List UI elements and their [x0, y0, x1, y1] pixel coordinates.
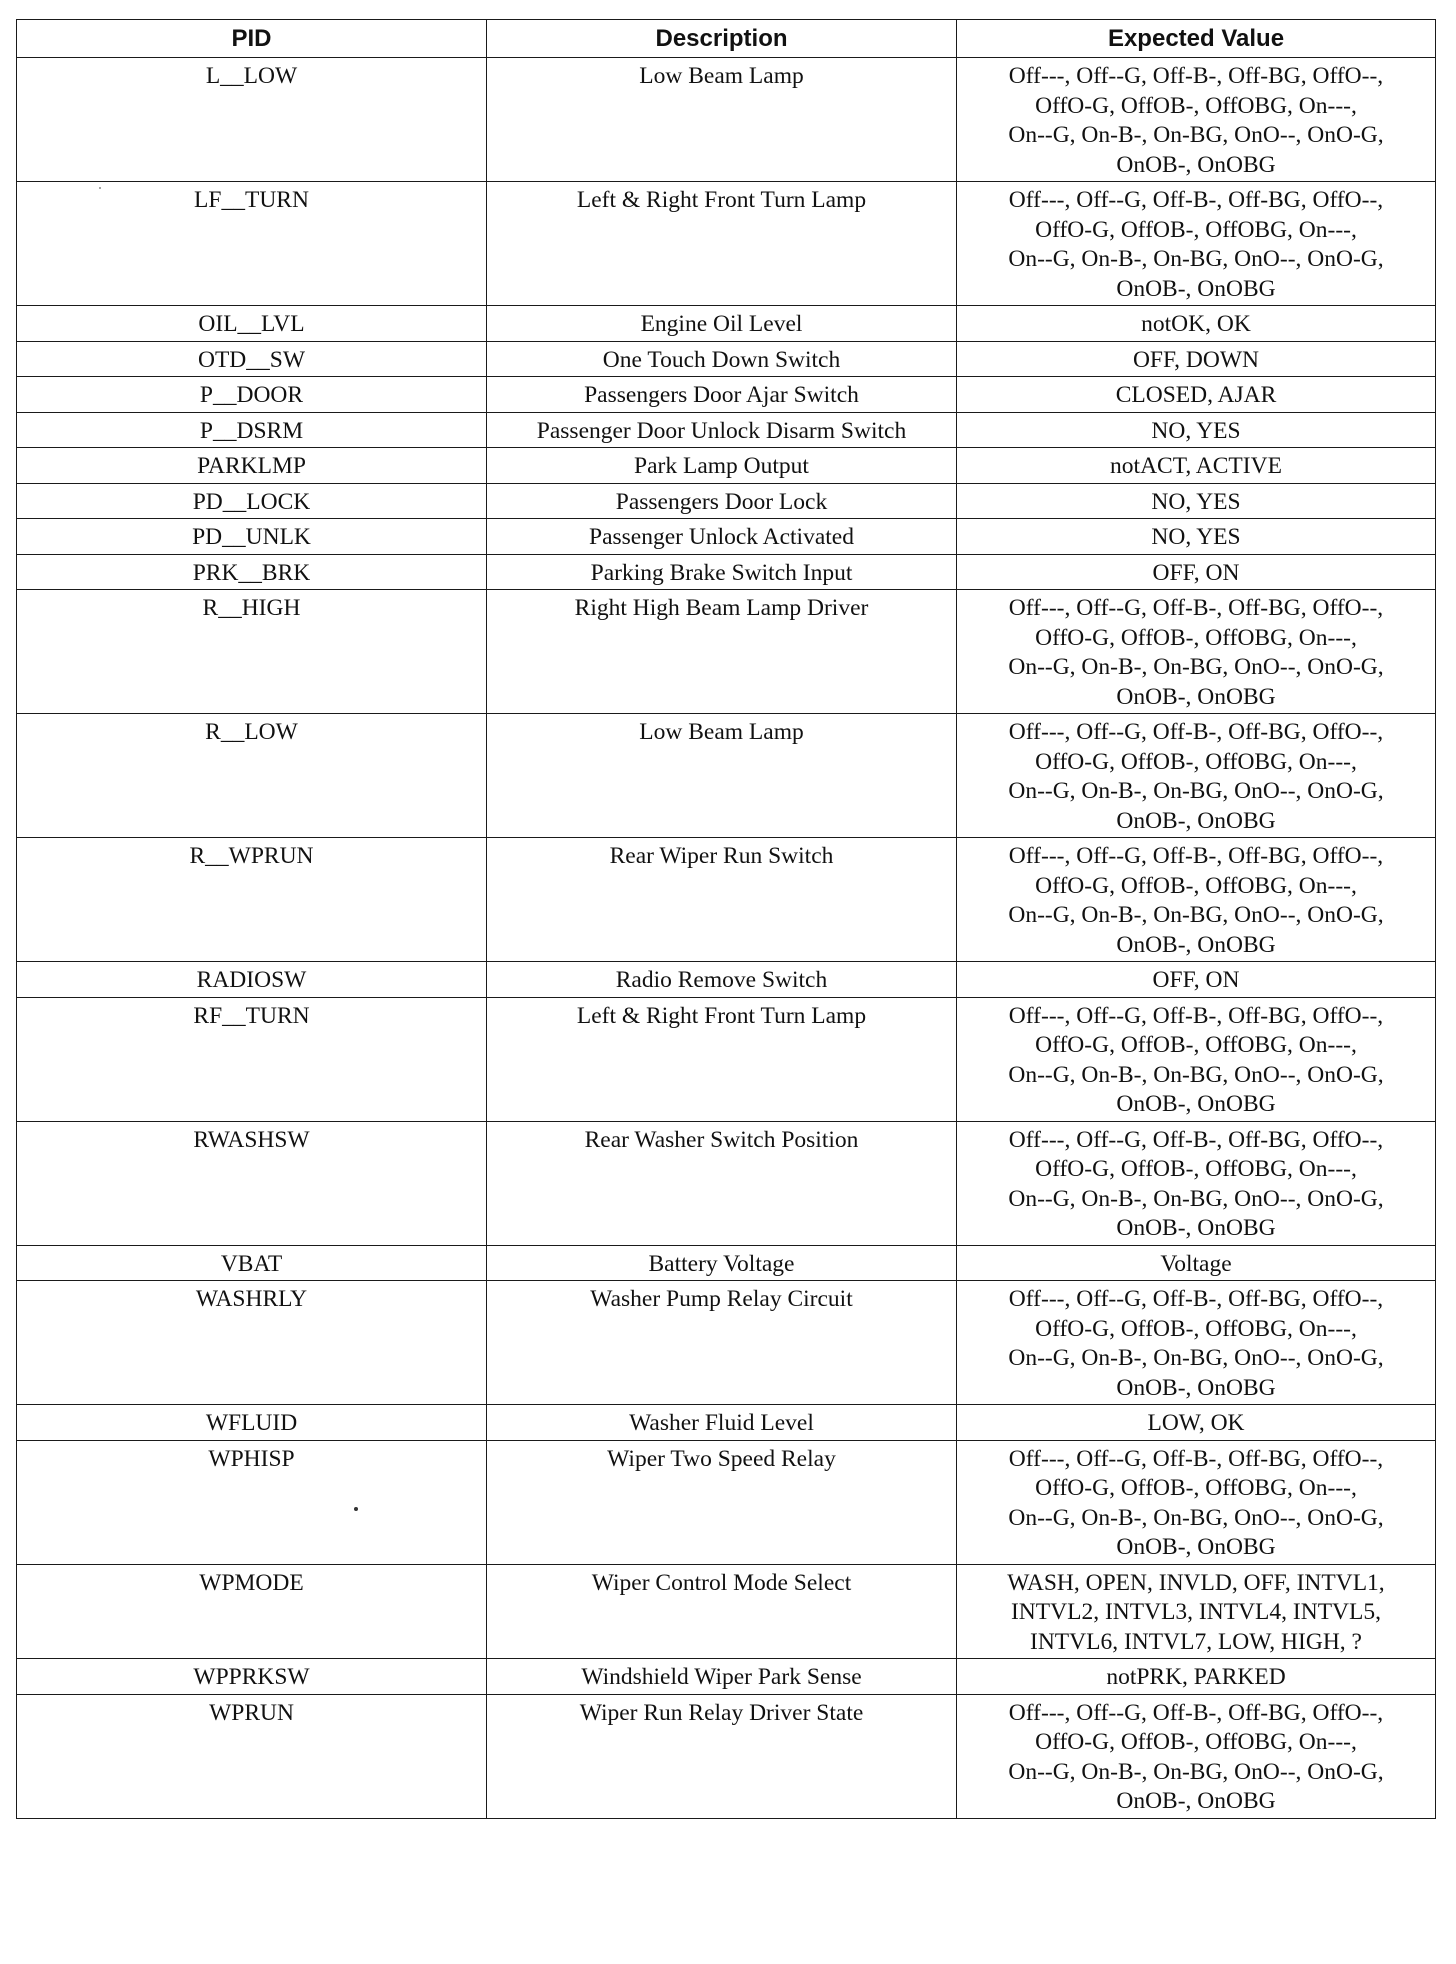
table-row: [17, 1121, 1436, 1245]
expected-value-line: Off---, Off--G, Off-B-, Off-BG, OffO--,: [1008, 1445, 1384, 1472]
expected-value-line: On--G, On-B-, On-BG, OnO--, OnO-G,: [1008, 778, 1384, 804]
table-row: [17, 997, 1436, 1121]
cell-description: Left & Right Front Turn Lamp: [487, 997, 957, 1121]
cell-pid: WPRUN: [17, 1694, 487, 1818]
cell-pid: PARKLMP: [17, 448, 487, 484]
cell-expected-value: [957, 412, 1436, 448]
cell-description: Passengers Door Lock: [487, 483, 957, 519]
cell-expected-value: [957, 1405, 1436, 1441]
cell-pid: R__HIGH: [17, 590, 487, 714]
pid-table: [16, 19, 1436, 1819]
table-row: [17, 341, 1436, 377]
expected-value-line: On--G, On-B-, On-BG, OnO--, OnO-G,: [1008, 246, 1384, 272]
expected-value-line: OnOB-, OnOBG: [1116, 1215, 1276, 1241]
expected-value-line: Off---, Off--G, Off-B-, Off-BG, OffO--,: [1008, 1699, 1384, 1726]
cell-expected-value: [957, 377, 1436, 413]
scan-speck: [354, 1507, 358, 1511]
cell-expected-value: [957, 1564, 1436, 1659]
cell-description: Wiper Two Speed Relay: [487, 1440, 957, 1564]
expected-value-line: On--G, On-B-, On-BG, OnO--, OnO-G,: [1008, 1185, 1384, 1212]
cell-pid: RADIOSW: [17, 962, 487, 998]
cell-description: Passenger Door Unlock Disarm Switch: [487, 412, 957, 448]
table-row: [17, 1281, 1436, 1405]
expected-value-line: Off---, Off--G, Off-B-, Off-BG, OffO--,: [1008, 719, 1384, 745]
expected-value-line: OnOB-, OnOBG: [1116, 807, 1276, 834]
cell-description: Rear Washer Switch Position: [487, 1121, 957, 1245]
cell-expected-value: [957, 341, 1436, 377]
cell-pid: WPPRKSW: [17, 1659, 487, 1695]
expected-value-line: OnOB-, OnOBG: [1116, 1788, 1276, 1814]
table-row: [17, 377, 1436, 413]
expected-value-line: OffO-G, OffOB-, OffOBG, On---,: [1035, 1156, 1357, 1182]
cell-expected-value: [957, 58, 1436, 182]
cell-pid: WPMODE: [17, 1564, 487, 1659]
cell-expected-value: [957, 1694, 1436, 1818]
cell-description: Left & Right Front Turn Lamp: [487, 182, 957, 306]
table-row: [17, 1659, 1436, 1695]
cell-description: One Touch Down Switch: [487, 341, 957, 377]
expected-value-line: OffO-G, OffOB-, OffOBG, On---,: [1035, 1315, 1357, 1342]
cell-pid: PRK__BRK: [17, 554, 487, 590]
expected-value-line: OFF, ON: [1152, 559, 1240, 586]
cell-pid: PD__LOCK: [17, 483, 487, 519]
expected-value-line: Off---, Off--G, Off-B-, Off-BG, OffO--,: [1008, 187, 1384, 213]
cell-expected-value: [957, 838, 1436, 962]
expected-value-line: OffO-G, OffOB-, OffOBG, On---,: [1035, 1729, 1357, 1755]
expected-value-line: On--G, On-B-, On-BG, OnO--, OnO-G,: [1008, 1345, 1384, 1371]
expected-value-line: OnOB-, OnOBG: [1116, 931, 1276, 958]
table-row: [17, 448, 1436, 484]
table-row: [17, 306, 1436, 342]
cell-description: Radio Remove Switch: [487, 962, 957, 998]
cell-description: Right High Beam Lamp Driver: [487, 590, 957, 714]
cell-pid: WPHISP: [17, 1440, 487, 1564]
table-row: [17, 58, 1436, 182]
table-row: [17, 554, 1436, 590]
table-row: [17, 1564, 1436, 1659]
table-row: [17, 182, 1436, 306]
expected-value-line: On--G, On-B-, On-BG, OnO--, OnO-G,: [1008, 1758, 1384, 1785]
table-row: [17, 1405, 1436, 1441]
expected-value-line: OffO-G, OffOB-, OffOBG, On---,: [1035, 216, 1357, 243]
expected-value-line: notOK, OK: [1141, 311, 1251, 337]
cell-pid: PD__UNLK: [17, 519, 487, 555]
header-description: Description: [487, 20, 957, 58]
cell-pid: OTD__SW: [17, 341, 487, 377]
cell-expected-value: [957, 997, 1436, 1121]
expected-value-line: OffO-G, OffOB-, OffOBG, On---,: [1035, 1032, 1357, 1058]
expected-value-line: On--G, On-B-, On-BG, OnO--, OnO-G,: [1008, 902, 1384, 928]
expected-value-line: notPRK, PARKED: [1106, 1664, 1286, 1690]
cell-description: Washer Pump Relay Circuit: [487, 1281, 957, 1405]
table-row: [17, 483, 1436, 519]
cell-pid: R__LOW: [17, 714, 487, 838]
expected-value-line: notACT, ACTIVE: [1110, 453, 1282, 479]
expected-value-line: On--G, On-B-, On-BG, OnO--, OnO-G,: [1008, 122, 1384, 148]
cell-description: Battery Voltage: [487, 1245, 957, 1281]
scan-speck: [99, 187, 101, 189]
cell-expected-value: [957, 1440, 1436, 1564]
cell-expected-value: [957, 1659, 1436, 1695]
table-row: [17, 519, 1436, 555]
cell-expected-value: [957, 306, 1436, 342]
expected-value-line: OnOB-, OnOBG: [1116, 1374, 1276, 1401]
table-row: [17, 590, 1436, 714]
cell-expected-value: [957, 519, 1436, 555]
expected-value-line: OFF, ON: [1152, 967, 1240, 993]
header-pid: PID: [17, 20, 487, 58]
cell-pid: VBAT: [17, 1245, 487, 1281]
expected-value-line: Off---, Off--G, Off-B-, Off-BG, OffO--,: [1008, 843, 1384, 869]
expected-value-line: NO, YES: [1151, 488, 1241, 515]
cell-description: Engine Oil Level: [487, 306, 957, 342]
expected-value-line: Off---, Off--G, Off-B-, Off-BG, OffO--,: [1008, 595, 1384, 621]
cell-description: Passengers Door Ajar Switch: [487, 377, 957, 413]
expected-value-line: OffO-G, OffOB-, OffOBG, On---,: [1035, 748, 1357, 775]
cell-description: Wiper Run Relay Driver State: [487, 1694, 957, 1818]
expected-value-line: Off---, Off--G, Off-B-, Off-BG, OffO--,: [1008, 1286, 1384, 1312]
expected-value-line: CLOSED, AJAR: [1115, 382, 1277, 408]
expected-value-line: LOW, OK: [1147, 1410, 1245, 1436]
expected-value-line: OffO-G, OffOB-, OffOBG, On---,: [1035, 872, 1357, 899]
table-row: [17, 1440, 1436, 1564]
cell-expected-value: [957, 714, 1436, 838]
expected-value-line: OnOB-, OnOBG: [1116, 151, 1276, 178]
table-body: [17, 58, 1436, 1819]
cell-expected-value: [957, 1121, 1436, 1245]
cell-description: Passenger Unlock Activated: [487, 519, 957, 555]
cell-description: Park Lamp Output: [487, 448, 957, 484]
expected-value-line: Off---, Off--G, Off-B-, Off-BG, OffO--,: [1008, 63, 1384, 89]
expected-value-line: Off---, Off--G, Off-B-, Off-BG, OffO--,: [1008, 1002, 1384, 1029]
cell-pid: OIL__LVL: [17, 306, 487, 342]
expected-value-line: NO, YES: [1151, 524, 1241, 550]
cell-expected-value: [957, 448, 1436, 484]
cell-description: Wiper Control Mode Select: [487, 1564, 957, 1659]
cell-pid: LF__TURN: [17, 182, 487, 306]
table-row: [17, 838, 1436, 962]
cell-description: Windshield Wiper Park Sense: [487, 1659, 957, 1695]
expected-value-line: On--G, On-B-, On-BG, OnO--, OnO-G,: [1008, 1504, 1384, 1531]
expected-value-line: INTVL2, INTVL3, INTVL4, INTVL5,: [1010, 1599, 1382, 1625]
cell-pid: RWASHSW: [17, 1121, 487, 1245]
expected-value-line: NO, YES: [1151, 417, 1241, 444]
cell-expected-value: [957, 182, 1436, 306]
expected-value-line: INTVL6, INTVL7, LOW, HIGH, ?: [1030, 1628, 1362, 1655]
cell-pid: L__LOW: [17, 58, 487, 182]
header-expected-value: Expected Value: [957, 20, 1436, 58]
expected-value-line: Off---, Off--G, Off-B-, Off-BG, OffO--,: [1008, 1126, 1384, 1153]
expected-value-line: OffO-G, OffOB-, OffOBG, On---,: [1035, 1475, 1357, 1501]
cell-pid: P__DSRM: [17, 412, 487, 448]
cell-pid: P__DOOR: [17, 377, 487, 413]
table-row: [17, 412, 1436, 448]
cell-expected-value: [957, 554, 1436, 590]
expected-value-line: Voltage: [1160, 1250, 1232, 1277]
expected-value-line: OnOB-, OnOBG: [1116, 1091, 1276, 1117]
cell-description: Washer Fluid Level: [487, 1405, 957, 1441]
cell-description: Parking Brake Switch Input: [487, 554, 957, 590]
cell-expected-value: [957, 1245, 1436, 1281]
cell-description: Rear Wiper Run Switch: [487, 838, 957, 962]
expected-value-line: WASH, OPEN, INVLD, OFF, INTVL1,: [1007, 1569, 1385, 1596]
table-row: [17, 714, 1436, 838]
expected-value-line: OffO-G, OffOB-, OffOBG, On---,: [1035, 92, 1357, 119]
cell-pid: RF__TURN: [17, 997, 487, 1121]
cell-pid: R__WPRUN: [17, 838, 487, 962]
expected-value-line: OffO-G, OffOB-, OffOBG, On---,: [1035, 624, 1357, 651]
table-row: [17, 1245, 1436, 1281]
cell-expected-value: [957, 590, 1436, 714]
table-row: [17, 1694, 1436, 1818]
expected-value-line: On--G, On-B-, On-BG, OnO--, OnO-G,: [1008, 654, 1384, 680]
expected-value-line: OnOB-, OnOBG: [1116, 683, 1276, 710]
expected-value-line: OnOB-, OnOBG: [1116, 275, 1276, 302]
cell-expected-value: [957, 962, 1436, 998]
expected-value-line: OnOB-, OnOBG: [1116, 1534, 1276, 1560]
table-row: [17, 962, 1436, 998]
cell-description: Low Beam Lamp: [487, 714, 957, 838]
cell-expected-value: [957, 1281, 1436, 1405]
table-header-row: [17, 20, 1436, 58]
cell-pid: WASHRLY: [17, 1281, 487, 1405]
expected-value-line: OFF, DOWN: [1132, 346, 1260, 373]
cell-pid: WFLUID: [17, 1405, 487, 1441]
cell-expected-value: [957, 483, 1436, 519]
cell-description: Low Beam Lamp: [487, 58, 957, 182]
expected-value-line: On--G, On-B-, On-BG, OnO--, OnO-G,: [1008, 1061, 1384, 1088]
